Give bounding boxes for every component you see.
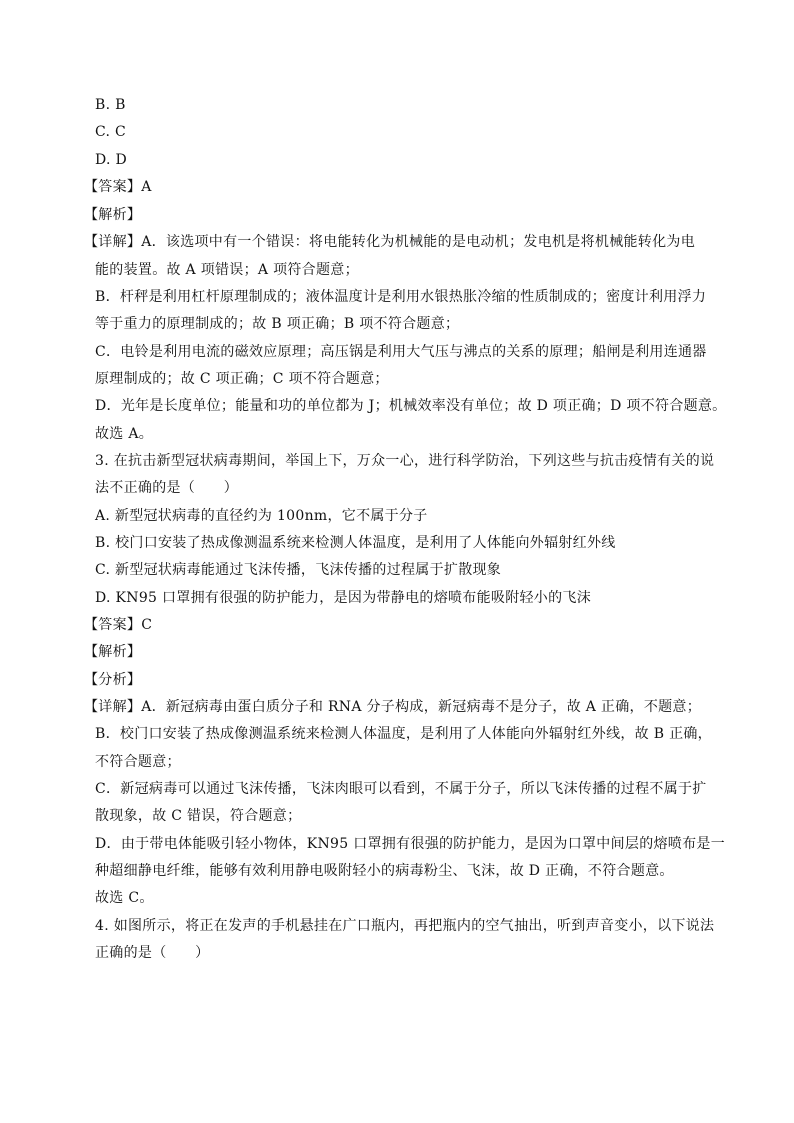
analysis-label: 【解析】: [84, 207, 142, 223]
question-4-text: 4. 如图所示，将正在发声的手机悬挂在广口瓶内，再把瓶内的空气抽出，听到声音变小，以下说法: [95, 918, 715, 934]
detail-line: B．校门口安装了热成像测温系统来检测人体温度，是利用了人体能向外辐射红外线，故 B 正确，: [95, 726, 712, 742]
conclusion-line: 故选 C。: [95, 890, 154, 906]
question-3-text: 法不正确的是（ ）: [95, 480, 238, 496]
answer-label: 【答案】A: [84, 179, 152, 195]
question-3-option-d: D. KN95 口罩拥有很强的防护能力，是因为带静电的熔喷布能吸附轻小的飞沫: [95, 590, 591, 606]
detail-line: C．新冠病毒可以通过飞沫传播，飞沫肉眼可以看到，不属于分子，所以飞沫传播的过程不属于扩: [95, 781, 707, 797]
detail-line: 原理制成的；故 C 项正确；C 项不符合题意；: [95, 371, 389, 387]
question-4-text: 正确的是（ ）: [95, 945, 210, 961]
answer-label: 【答案】C: [84, 617, 153, 633]
conclusion-line: 故选 A。: [95, 426, 154, 442]
detail-line: 能的装置。故 A 项错误；A 项符合题意；: [95, 262, 359, 278]
detail-line: C．电铃是利用电流的磁效应原理；高压锅是利用大气压与沸点的关系的原理；船闸是利用连通器: [95, 344, 707, 360]
analysis-heading: 【分析】: [84, 672, 142, 688]
option-b: B. B: [95, 97, 126, 113]
detail-line: B．杆秤是利用杠杆原理制成的；液体温度计是利用水银热胀冷缩的性质制成的；密度计利用浮力: [95, 289, 707, 305]
detail-line: 【详解】A．该选项中有一个错误：将电能转化为机械能的是电动机；发电机是将机械能转化为电: [84, 234, 696, 250]
detail-line: D．由于带电体能吸引轻小物体，KN95 口罩拥有很强的防护能力，是因为口罩中间层的熔喷布是一: [95, 836, 725, 852]
detail-line: 不符合题意；: [95, 754, 181, 770]
detail-line: 种超细静电纤维，能够有效利用静电吸附轻小的病毒粉尘、飞沫，故 D 正确，不符合题意。: [95, 863, 674, 879]
detail-line: 【详解】A．新冠病毒由蛋白质分子和 RNA 分子构成，新冠病毒不是分子，故 A 正确，不题意；: [84, 699, 702, 715]
option-d: D. D: [95, 152, 128, 168]
detail-line: 散现象，故 C 错误，符合题意；: [95, 808, 302, 824]
question-3-text: 3. 在抗击新型冠状病毒期间，举国上下，万众一心，进行科学防治，下列这些与抗击疫情有关的说: [95, 453, 715, 469]
option-c: C. C: [95, 124, 127, 140]
detail-line: D．光年是长度单位；能量和功的单位都为 J；机械效率没有单位；故 D 项正确；D 项不符合题意。: [95, 398, 727, 414]
question-3-option-a: A. 新型冠状病毒的直径约为 100nm，它不属于分子: [95, 508, 428, 524]
question-3-option-c: C. 新型冠状病毒能通过飞沫传播，飞沫传播的过程属于扩散现象: [95, 562, 502, 578]
analysis-label: 【解析】: [84, 644, 142, 660]
question-3-option-b: B. 校门口安装了热成像测温系统来检测人体温度，是利用了人体能向外辐射红外线: [95, 535, 616, 551]
detail-line: 等于重力的原理制成的；故 B 项正确；B 项不符合题意；: [95, 316, 460, 332]
